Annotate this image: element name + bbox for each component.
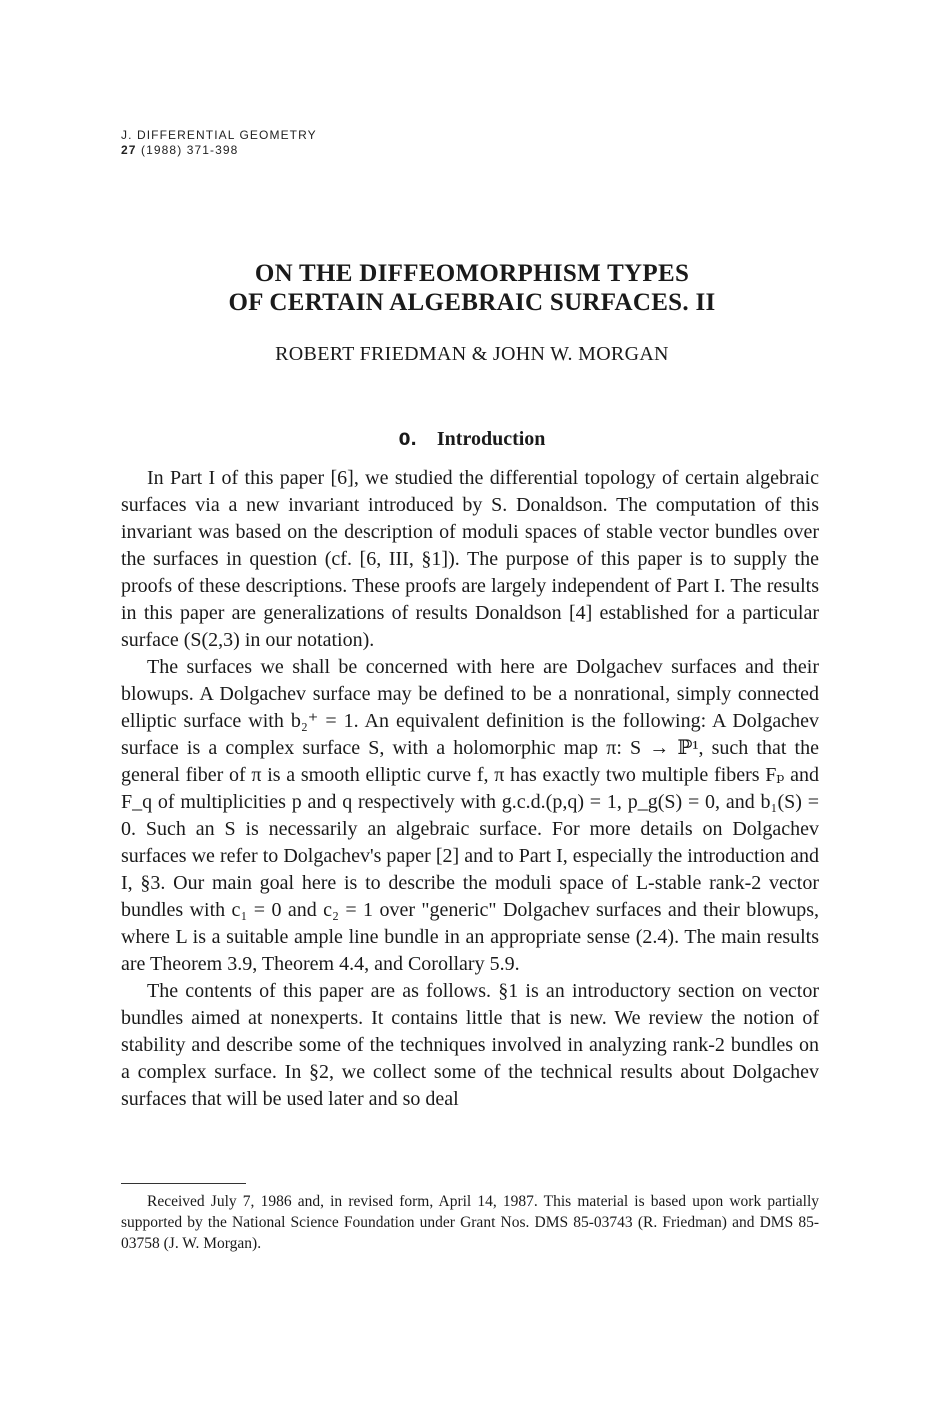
journal-issue-pages: (1988) 371-398 [141,143,239,157]
paper-title-line-2: OF CERTAIN ALGEBRAIC SURFACES. II [228,289,716,316]
footnote-text: Received July 7, 1986 and, in revised form, April 14, 1987. This material is based upon work partially supported by the National Science Foundation under Grant Nos. DMS 85-03743 (R. Friedman) and DMS 85-03758 (J. W. Morgan). [121,1193,819,1252]
section-title: Introduction [436,428,546,450]
paper-title-line-1: ON THE DIFFEOMORPHISM TYPES [254,260,690,287]
paragraph: The surfaces we shall be concerned with here are Dolgachev surfaces and their blowups. A Dolgachev surface may be defined to be a nonrational, simply connected elliptic surface with b₂⁺ = 1. An equivalent definition is the following: A Dolgachev surface is a complex surface S, with a holomorphic map π: S → ℙ¹, such that the general fiber of π is a smooth elliptic curve f, π has exactly two multiple fibers Fₚ and F_q of multiplicities p and q respectively with g.c.d.(p,q) = 1, p_g(S) = 0, and b₁(S) = 0. Such an S is necessarily an algebraic surface. For more details on Dolgachev surfaces we refer to Dolgachev's paper [2] and to Part I, especially the introduction and I, §3. Our main goal here is to describe the moduli space of L-stable rank-2 vector bundles with c₁ = 0 and c₂ = 1 over "generic" Dolgachev surfaces and their blowups, where L is a suitable ample line bundle in an appropriate sense (2.4). The main results are Theorem 3.9, Theorem 4.4, and Corollary 5.9. [121,656,819,975]
footnote-divider [121,1183,246,1184]
journal-citation [121,143,317,158]
journal-volume: 27 [121,143,137,157]
body-text [121,465,819,1113]
journal-header [121,128,317,158]
journal-name: J. DIFFERENTIAL GEOMETRY [121,128,317,142]
footnote [121,1191,819,1254]
paragraph: The contents of this paper are as follows. §1 is an introductory section on vector bundles aimed at nonexperts. It contains little that is new. We review the notion of stability and describe some of the techniques involved in analyzing rank-2 bundles on a complex surface. In §2, we collect some of the technical results about Dolgachev surfaces that will be used later and so deal [121,980,819,1110]
section-number: 0. [398,430,417,450]
section-heading [0,428,944,451]
paragraph: In Part I of this paper [6], we studied the differential topology of certain algebraic surfaces via a new invariant introduced by S. Donaldson. The computation of this invariant was based on the description of moduli spaces of stable vector bundles over the surfaces in question (cf. [6, III, §1]). The purpose of this paper is to supply the proofs of these descriptions. These proofs are largely independent of Part I. The results in this paper are generalizations of results Donaldson [4] established for a particular surface (S(2,3) in our notation). [121,467,819,651]
authors: ROBERT FRIEDMAN & JOHN W. MORGAN [275,343,669,365]
